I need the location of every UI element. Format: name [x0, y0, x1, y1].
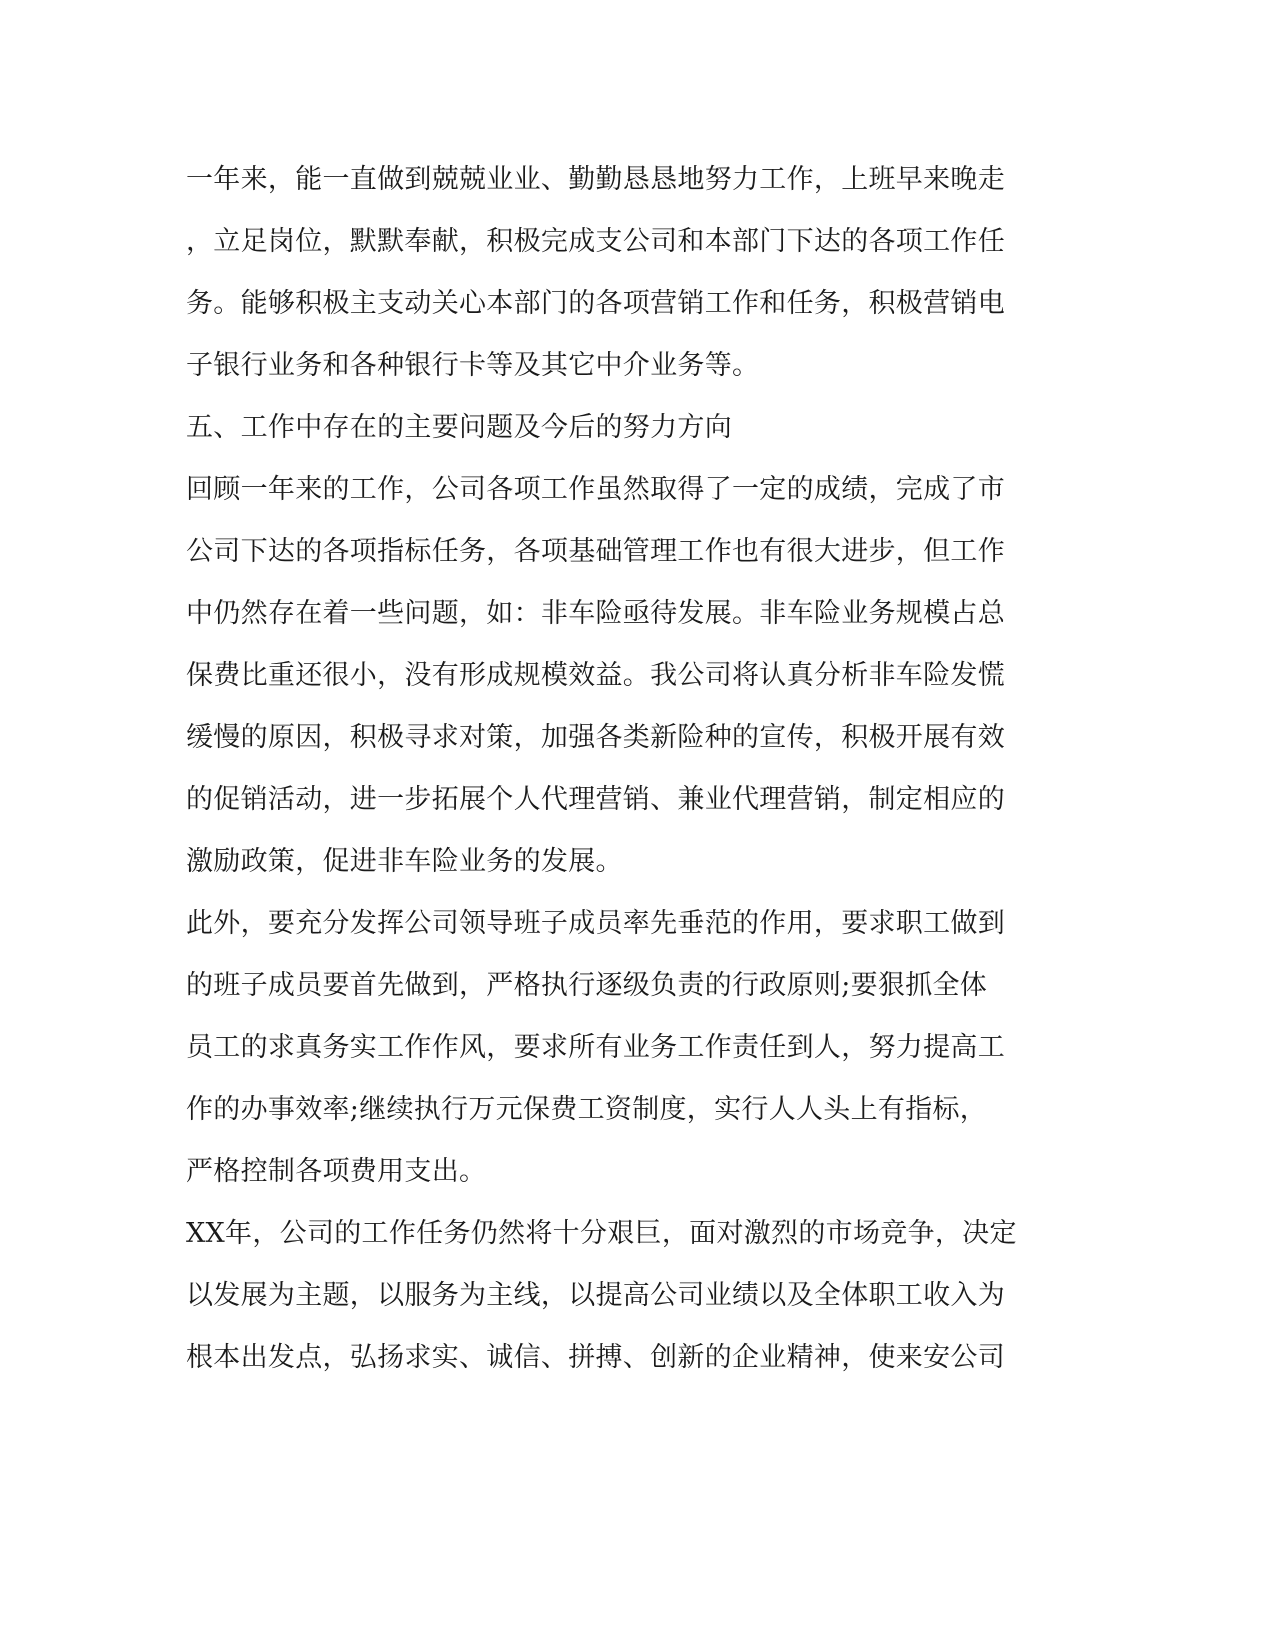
text-line: 严格控制各项费用支出。 — [186, 1156, 487, 1187]
section-heading: 五、工作中存在的主要问题及今后的努力方向 — [186, 412, 732, 443]
text-line: ，立足岗位，默默奉献，积极完成支公司和本部门下达的各项工作任 — [186, 226, 1005, 257]
text-line: 回顾一年来的工作，公司各项工作虽然取得了一定的成绩，完成了市 — [186, 474, 1005, 505]
text-line: 员工的求真务实工作作风，要求所有业务工作责任到人，努力提高工 — [186, 1032, 1005, 1063]
text-line: XX年，公司的工作任务仍然将十分艰巨，面对激烈的市场竞争，决定 — [186, 1218, 1017, 1249]
text-line: 缓慢的原因，积极寻求对策，加强各类新险种的宣传，积极开展有效 — [186, 722, 1005, 753]
text-line: 保费比重还很小，没有形成规模效益。我公司将认真分析非车险发慌 — [186, 660, 1005, 691]
text-line: 此外，要充分发挥公司领导班子成员率先垂范的作用，要求职工做到 — [186, 908, 1005, 939]
text-line: 子银行业务和各种银行卡等及其它中介业务等。 — [186, 350, 760, 381]
text-line: 公司下达的各项指标任务，各项基础管理工作也有很大进步，但工作 — [186, 536, 1005, 567]
text-line: 以发展为主题，以服务为主线，以提高公司业绩以及全体职工收入为 — [186, 1280, 1005, 1311]
text-line: 务。能够积极主支动关心本部门的各项营销工作和任务，积极营销电 — [186, 288, 1005, 319]
text-line: 激励政策，促进非车险业务的发展。 — [186, 846, 623, 877]
text-line: 的班子成员要首先做到，严格执行逐级负责的行政原则;要狠抓全体 — [186, 970, 988, 1001]
text-line: 一年来，能一直做到兢兢业业、勤勤恳恳地努力工作，上班早来晚走 — [186, 164, 1005, 195]
text-line: 作的办事效率;继续执行万元保费工资制度，实行人人头上有指标， — [186, 1094, 988, 1125]
text-line: 的促销活动，进一步拓展个人代理营销、兼业代理营销，制定相应的 — [186, 784, 1005, 815]
text-line: 根本出发点，弘扬求实、诚信、拼搏、创新的企业精神，使来安公司 — [186, 1342, 1005, 1373]
text-line: 中仍然存在着一些问题，如：非车险亟待发展。非车险业务规模占总 — [186, 598, 1005, 629]
